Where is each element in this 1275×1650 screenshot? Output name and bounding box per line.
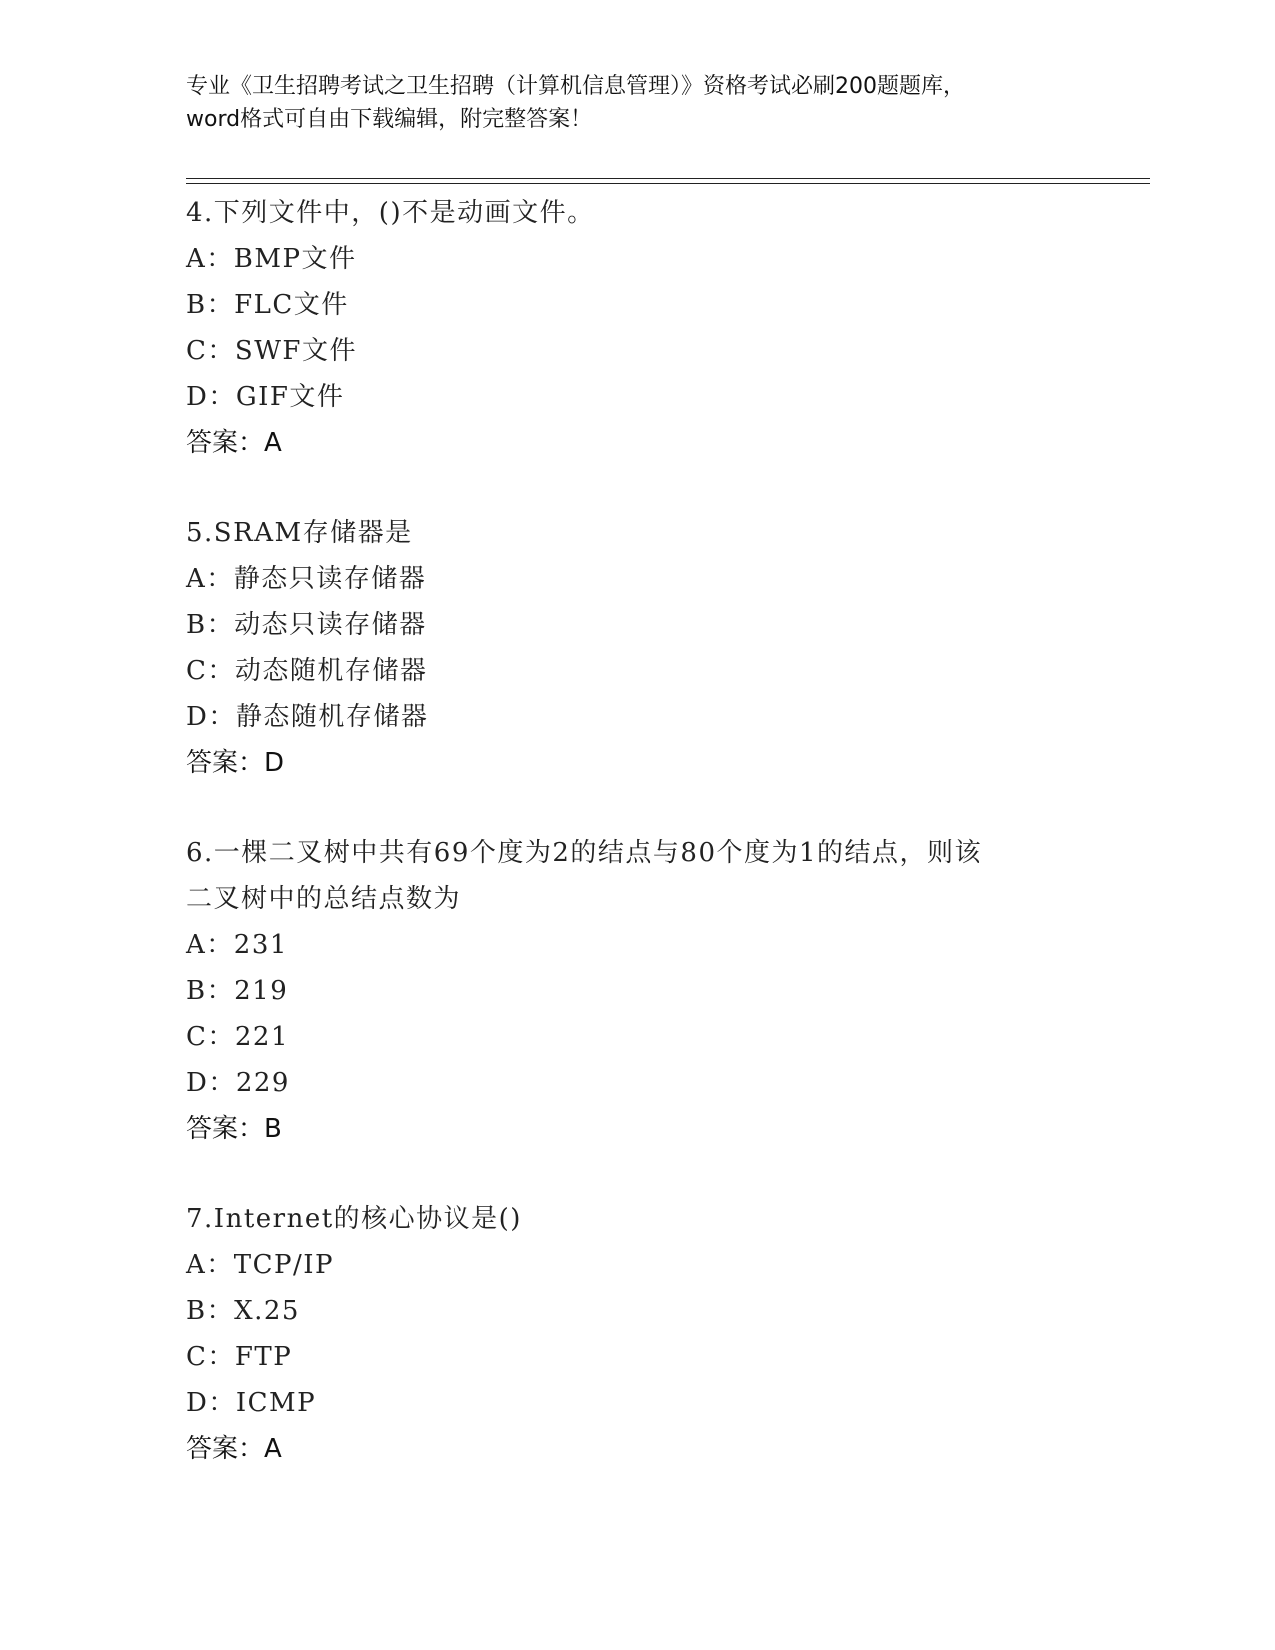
answer-label: 答案：B [186,1114,282,1144]
question-7 [186,1196,1116,1472]
option-a: A：静态只读存储器 [186,564,427,594]
answer-label: 答案：A [186,1434,282,1464]
question-4 [186,190,1116,466]
option-c: C：221 [186,1022,290,1052]
option-c: C：动态随机存储器 [186,656,428,686]
option-b: B：FLC文件 [186,290,349,320]
option-b: B：219 [186,976,289,1006]
header-title-line-2: word格式可自由下载编辑，附完整答案！ [186,107,593,132]
question-text-continued: 二叉树中的总结点数为 [186,884,462,914]
question-text: 7.Internet的核心协议是() [186,1204,522,1234]
question-text: 6.一棵二叉树中共有69个度为2的结点与80个度为1的结点，则该 [186,838,983,868]
question-list [186,190,1116,1472]
option-d: D：229 [186,1068,290,1098]
header-title-line-1: 专业《卫生招聘考试之卫生招聘（计算机信息管理）》资格考试必刷200题题库， [186,74,965,99]
option-d: D：GIF文件 [186,382,345,412]
spacer [186,1152,1116,1196]
option-a: A：BMP文件 [186,244,357,274]
option-d: D：静态随机存储器 [186,702,429,732]
header-divider-top [186,178,1150,179]
option-a: A：231 [186,930,288,960]
header-divider-bottom [186,183,1150,184]
document-header [186,70,1086,136]
answer-label: 答案：A [186,428,282,458]
option-b: B：X.25 [186,1296,300,1326]
spacer [186,466,1116,510]
option-c: C：FTP [186,1342,293,1372]
option-d: D：ICMP [186,1388,317,1418]
spacer [186,786,1116,830]
question-5 [186,510,1116,786]
answer-label: 答案：D [186,748,285,778]
question-6 [186,830,1116,1152]
question-text: 4.下列文件中，()不是动画文件。 [186,198,595,228]
option-a: A：TCP/IP [186,1250,335,1280]
option-c: C：SWF文件 [186,336,357,366]
question-text: 5.SRAM存储器是 [186,518,413,548]
option-b: B：动态只读存储器 [186,610,427,640]
